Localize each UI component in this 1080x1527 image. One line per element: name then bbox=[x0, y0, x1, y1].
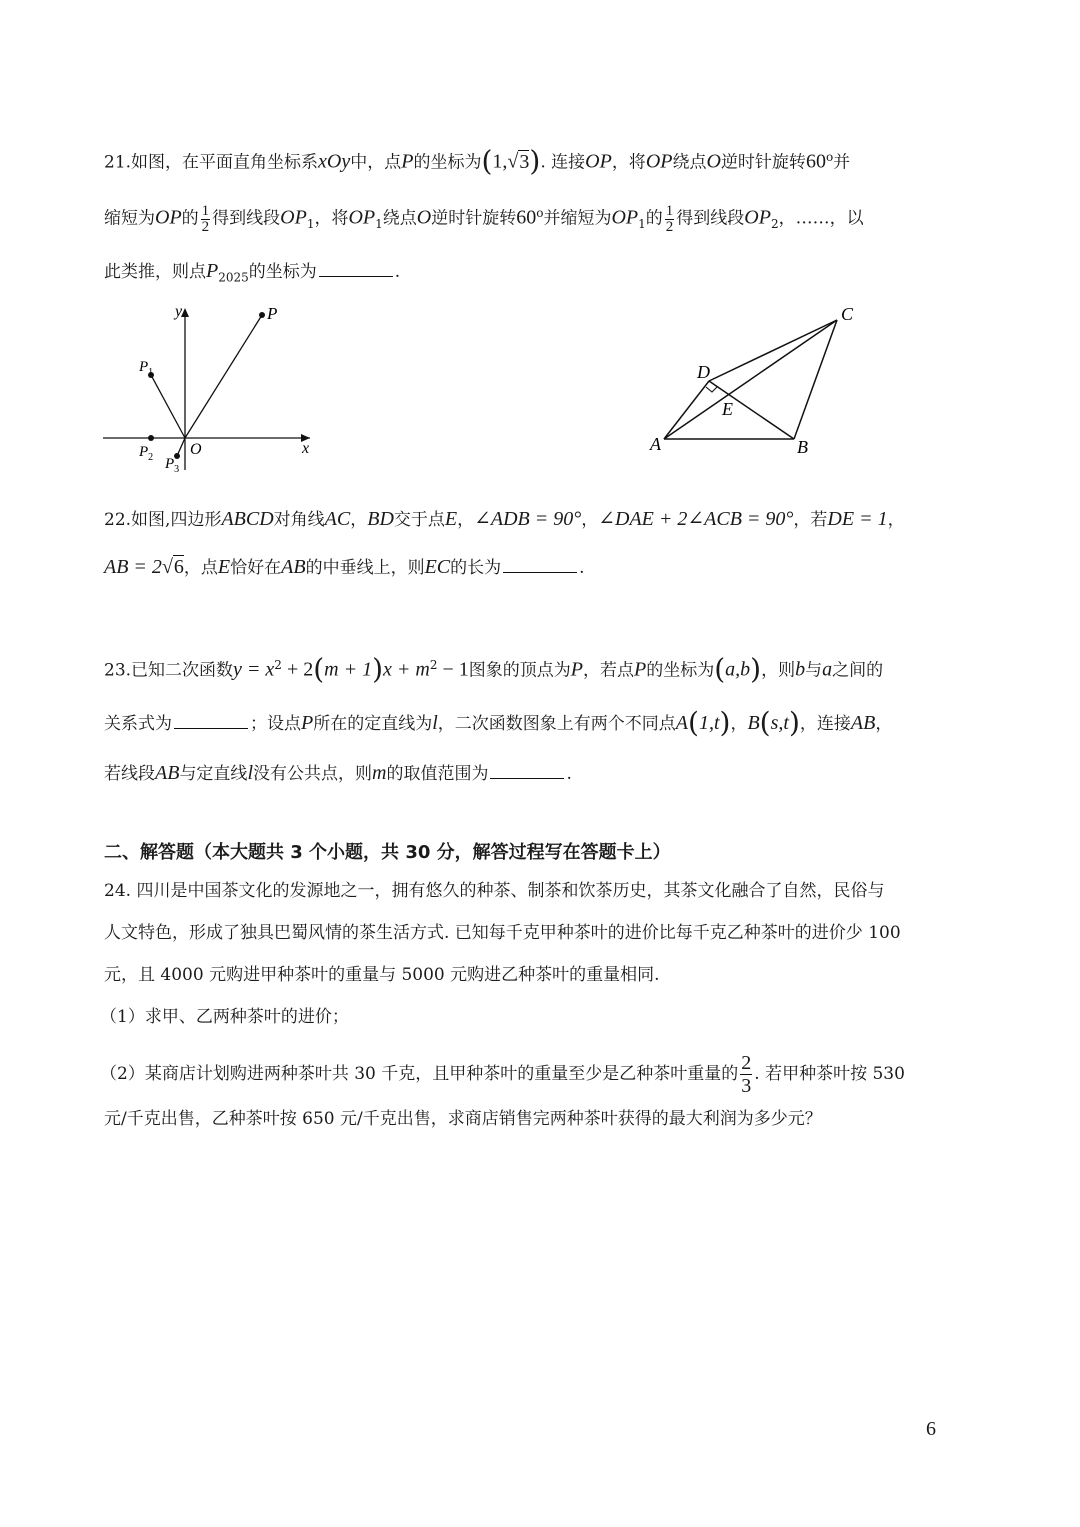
q21-line3: 此类推，则点$P_{2025}$的坐标为 . bbox=[104, 260, 401, 285]
q24-line2: 人文特色，形成了独具巴蜀风情的茶生活方式. 已知每千克甲种茶叶的进价比每千克乙种茶叶的进价少 100 bbox=[104, 923, 901, 943]
label-o: O bbox=[190, 441, 202, 458]
label-p1: $P_1$ bbox=[139, 359, 154, 378]
two-thirds-fraction: $\frac{2}{3}$ bbox=[741, 1052, 752, 1097]
segment-op bbox=[185, 315, 262, 438]
q24-part1: （1）求甲、乙两种茶叶的进价； bbox=[100, 1007, 349, 1027]
label-p3: $P_3$ bbox=[165, 456, 180, 475]
q24-part2-line1: （2）某商店计划购进两种茶叶共 30 千克，且甲种茶叶的重量至少是乙种茶叶重量的 $\frac{2}{3}$ . 若甲种茶叶按 530 bbox=[100, 1052, 905, 1097]
point-p2 bbox=[148, 435, 154, 441]
q23-line3: 若线段AB与定直线l没有公共点，则m的取值范围为 . bbox=[104, 762, 572, 784]
q21-line1: 21.如图，在平面直角坐标系xOy中，点P的坐标为(1,√3). 连接OP，将OP绕点O逆时针旋转60$^o$并 bbox=[104, 144, 851, 178]
q22-line2: AB = 2√6，点E恰好在AB的中垂线上，则EC的长为 . bbox=[104, 556, 585, 578]
figure-21 bbox=[95, 298, 325, 478]
label-c: C bbox=[841, 304, 854, 324]
q24-line3: 元，且 4000 元购进甲种茶叶的重量与 5000 元购进乙种茶叶的重量相同. bbox=[104, 965, 660, 985]
label-b: B bbox=[797, 437, 808, 457]
q22-line1: 22.如图,四边形ABCD对角线AC，BD交于点E，∠ADB = 90°，∠DAE + 2∠ACB = 90°，若DE = 1， bbox=[104, 508, 905, 530]
figure-22 bbox=[640, 298, 880, 463]
q23-line2: 关系式为 ；设点P所在的定直线为l，二次函数图象上有两个不同点A(1,t)，B(s,t)，连接AB， bbox=[104, 706, 893, 739]
side-ad bbox=[664, 381, 709, 439]
point-p bbox=[259, 312, 265, 318]
right-angle-mark bbox=[706, 387, 717, 392]
half-fraction: $\frac{1}{2}$ bbox=[201, 202, 210, 235]
label-a: A bbox=[650, 434, 661, 454]
label-e: E bbox=[722, 399, 733, 419]
segment-op1 bbox=[151, 375, 185, 438]
label-p: P bbox=[267, 304, 278, 323]
answer-blank bbox=[319, 258, 393, 277]
label-x: x bbox=[302, 440, 310, 457]
label-d: D bbox=[697, 362, 710, 382]
q24-part2-line2: 元/千克出售，乙种茶叶按 650 元/千克出售，求商店销售完两种茶叶获得的最大利润为多少元？ bbox=[104, 1109, 822, 1129]
label-p2: $P_2$ bbox=[139, 444, 154, 463]
q24-line1: 24. 四川是中国茶文化的发源地之一，拥有悠久的种茶、制茶和饮茶历史，其茶文化融合了自然，民俗与 bbox=[104, 881, 885, 901]
diagonal-ac bbox=[664, 320, 837, 439]
point-p3 bbox=[174, 453, 180, 459]
label-y: y bbox=[175, 303, 183, 320]
q21-line2: 缩短为OP的 $\frac{1}{2}$ 得到线段$OP_1$，将$OP_1$绕点O逆时针旋转60$^o$并缩短为$OP_1$的 $\frac{1}{2}$ 得到线段$OP_2$，……，以 bbox=[104, 202, 864, 235]
q23-line1: 23.已知二次函数$y = x^2 + 2(m + 1)x + m^2 - 1$图象的顶点为P，若点P的坐标为(a,b)，则b与a之间的 bbox=[104, 652, 884, 686]
page-number: 6 bbox=[926, 1418, 936, 1440]
section-2-heading: 二、解答题（本大题共 3 个小题，共 30 分，解答过程写在答题卡上） bbox=[104, 842, 671, 863]
